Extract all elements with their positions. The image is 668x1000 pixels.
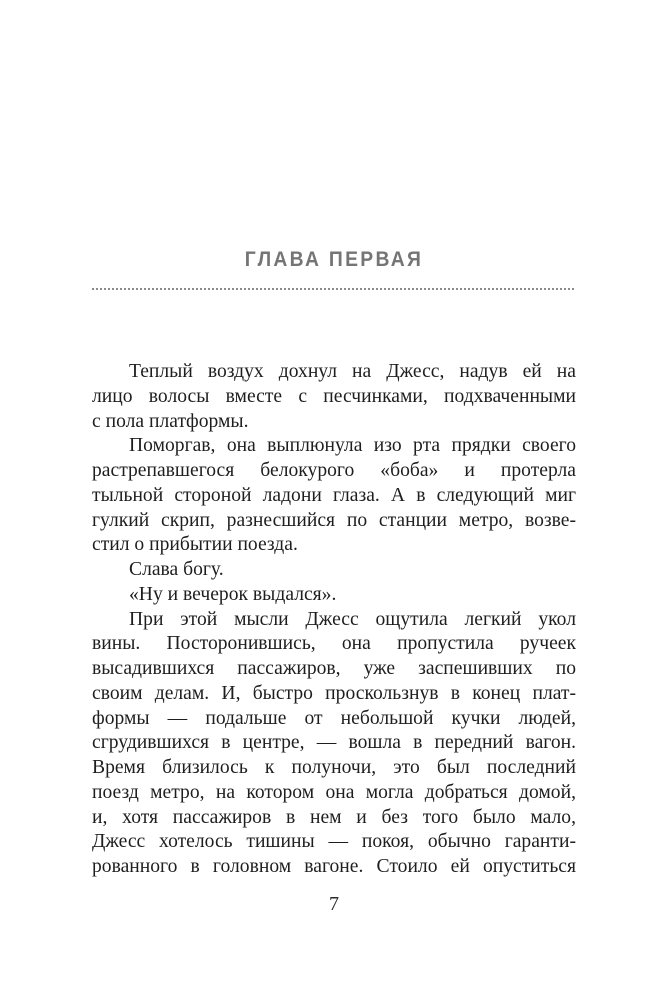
text-line: гулкий скрип, разнесшийся по станции метро, возве- <box>92 509 576 531</box>
text-line: рованного в головном вагоне. Стоило ей опуститься <box>92 856 576 877</box>
text-line: При этой мысли Джесс ощутила легкий укол <box>129 608 576 630</box>
text-line: вины. Посторонившись, она пропустила ручеек <box>92 633 576 655</box>
body-text <box>92 360 576 880</box>
text-line: тыльной стороной ладони глаза. А в следующий миг <box>92 484 576 506</box>
text-line: лицо волосы вместе с песчинками, подхваченными <box>92 385 576 407</box>
text-line: формы — подальше от небольшой кучки людей, <box>92 707 576 729</box>
text-line: Поморгав, она выплюнула изо рта прядки своего <box>129 435 576 457</box>
text-line: сгрудившихся в центре, — вошла в передний вагон. <box>92 732 576 754</box>
text-line: Теплый воздух дохнул на Джесс, надув ей на <box>129 361 576 382</box>
text-line: растрепавшегося белокурого «боба» и протерла <box>92 460 576 481</box>
text-line: своим делам. И, быстро проскользнув в конец плат- <box>92 682 576 704</box>
text-line: и, хотя пассажиров в нем и без того было мало, <box>92 806 576 828</box>
page-number: 7 <box>329 893 339 915</box>
text-line: Джесс хотелось тишины — покоя, обычно гаранти- <box>92 831 576 853</box>
text-line: высадившихся пассажиров, уже заспешивших по <box>92 658 576 679</box>
text-line: с пола платформы. <box>92 410 249 432</box>
text-line: Слава богу. <box>129 559 224 580</box>
text-line: поезд метро, на котором она могла добраться домой, <box>92 781 576 803</box>
text-line: «Ну и вечерок выдался». <box>129 583 337 605</box>
chapter-title: ГЛАВА ПЕРВАЯ <box>244 248 424 271</box>
text-line: стил о прибытии поезда. <box>92 534 298 556</box>
chapter-divider <box>92 288 574 290</box>
text-line: Время близилось к полуночи, это был последний <box>92 757 576 778</box>
